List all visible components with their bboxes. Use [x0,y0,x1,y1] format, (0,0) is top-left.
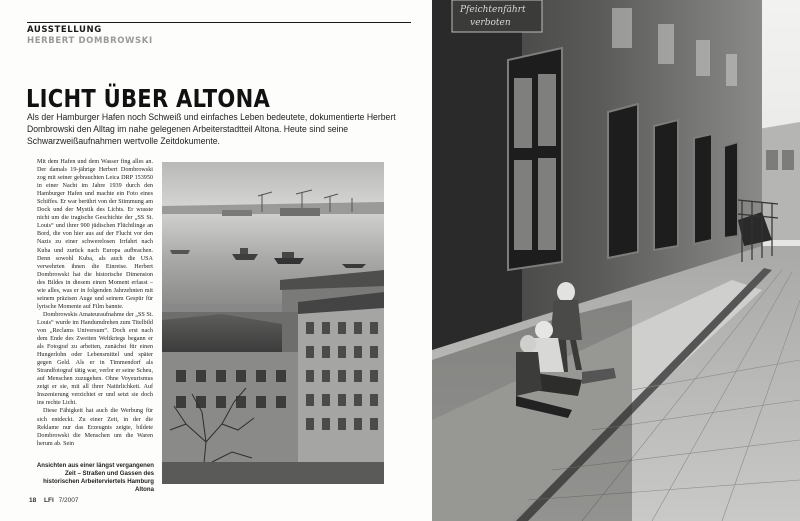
article-lead: Als der Hamburger Hafen noch Schweiß und einfaches Leben bedeutete, dokumentierte Herbert Dombrowski den Alltag im nahe gelegenen Arbeiterstadtteil Altona. Heute sind seine Schwarzweißaufnahmen wertvolle Zeitdokumente. [27,112,396,147]
harbor-photograph [162,162,384,484]
section-kicker: AUSSTELLUNG [27,25,102,35]
section-label [27,22,411,46]
issue-number: 7/2007 [58,497,79,504]
page-number: 18 [29,497,37,504]
body-paragraph-2: Dombrowskis Amateuraufnahme der „SS St. Louis“ wurde im Handumdrehen zum Titelbild von „Reclams Universum“. Doch erst nach dem Ende des Zweiten Weltkriegs begann er als Fotograf zu arbeiten, zunächst für einen Hungerlohn oder Lebensmittel und später gegen Geld. Als er in Timmendorf als Strandfotograf tätig war, verlor er seine Scheu, auf Menschen zuzugehen. Ohne Voyeurismus zeigt er sie, mit all ihrer Natürlichkeit. Auf Inszenierung verzichtet er und setzt sie doch ins rechte Licht. [37,311,154,407]
right-page-street-photograph [432,0,800,521]
body-paragraph-3: Diese Fähigkeit hat auch die Werbung für sich entdeckt. Zu einer Zeit, in der die Reklame nur das Erzeugnis zeigte, bildete Dombrowski die Menschen um die Waren herum ab. Sein [37,408,153,447]
harbor-photo-illustration [162,162,384,484]
street-photo-illustration [432,0,800,521]
body-paragraph-1: Mit dem Hafen und dem Wasser fing alles an. Der damals 19-jährige Herbert Dombrowski zog mit seiner gebrauchten Leica DRP 153950 in einer Nacht im Jahre 1939 durch den Hamburger Hafen und machte ein Foto eines Schiffes. Er war berührt von der Stimmung am Dock und der Mystik des Lichts. Er wusste nicht um die tragische Geschichte der „SS St. Louis“ und ihrer 900 jüdischen Flüchtlinge an Bord, die von hier aus auf der Flucht vor den Nazis zu einer schwerelosen Irrfahrt nach Kuba und zurück nach Europa aufbrachen. Denn sowohl Kuba, als auch die USA verwehrten ihnen die Einreise. Herbert Dombrowski hat die historische Dimension des Bildes in diesem einen Moment erfasst – wie alles, was er in folgenden Jahrzehnten mit seinem präzisen Auge und seinem Gespür für lyrische Momente auf Film bannte. [37,159,153,310]
section-photographer-name: HERBERT DOMBROWSKI [27,36,153,46]
photo-caption: Ansichten aus einer längst vergangenen Zeit – Straßen und Gassen des historischen Arbeiterviertels Hamburg Altona [36,462,154,494]
page-folio [29,497,79,504]
street-sign-line-2: verboten [470,18,511,28]
street-sign-line-1: Pfeichtenfährt [460,5,526,15]
article-headline: LICHT ÜBER ALTONA [26,84,271,113]
article-body-column [37,158,153,448]
magazine-name: LFI [44,497,54,504]
